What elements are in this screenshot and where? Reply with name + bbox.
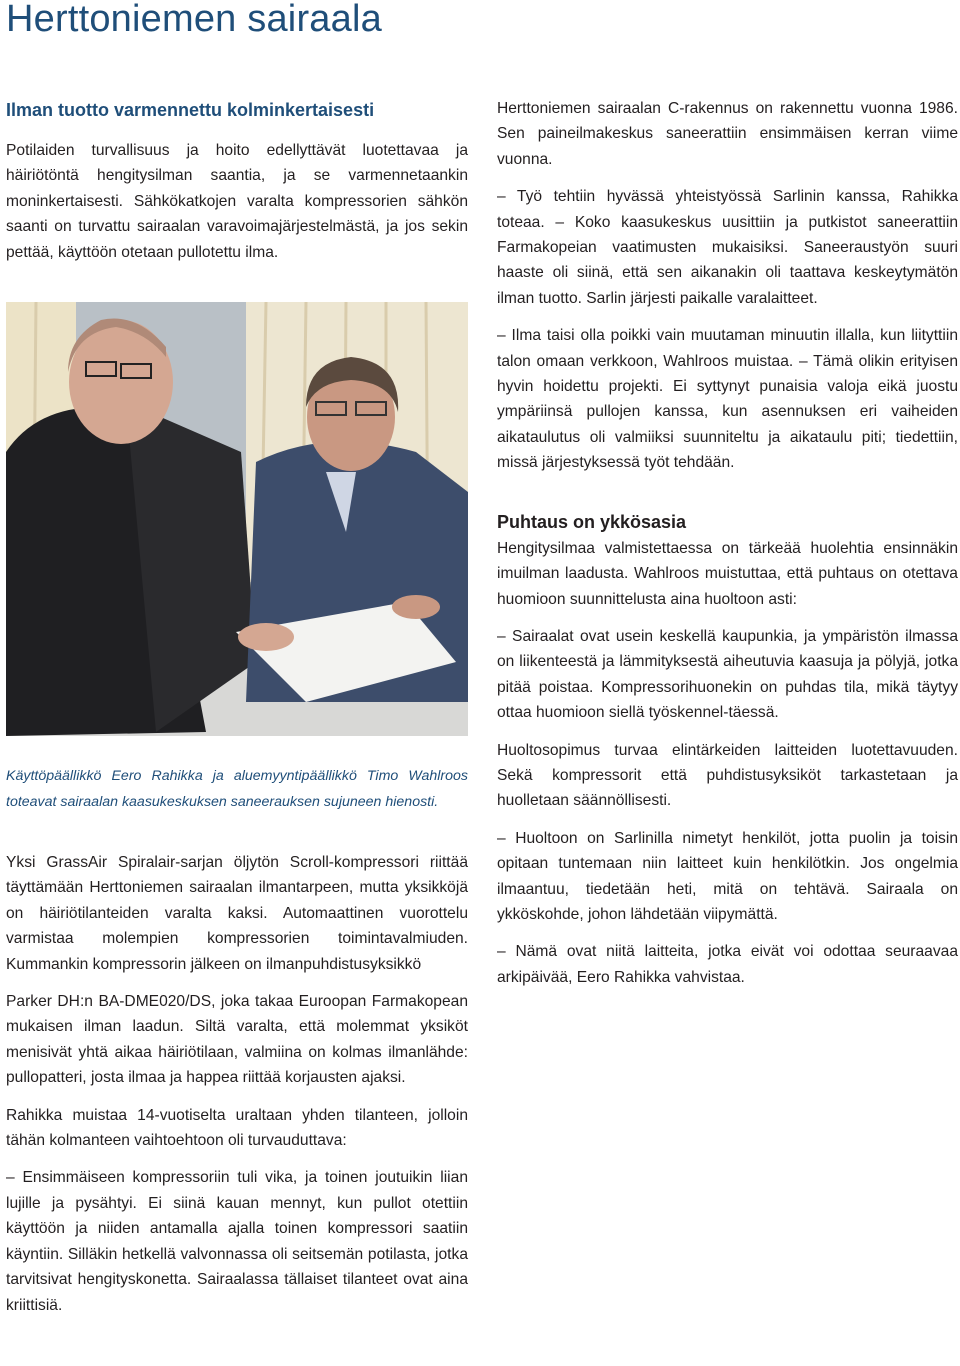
right-column [497,96,958,1002]
left-column-bottom [6,850,468,1330]
paragraph: Yksi GrassAir Spiralair-sarjan öljytön Scroll-kompressori riittää täyttämään Herttoniemen sairaalan ilmantarpeen, mutta yksikköjä on häiriötilanteiden varalta kaksi. Automaattinen vuorottelu varmistaa molempien kompressorien toimintavalmiuden. Kummankin kompressorin jälkeen on ilmanpuhdistusyksikkö [6,854,468,973]
paragraph: – Ensimmäiseen kompressoriin tuli vika, ja toinen joutuikin liian lujille ja pysähtyi. Ei siinä kauan mennyt, kun pullot otettiin käyttöön ja niiden antamalla ajalla toinen kompressori saatiin käyntiin. Silläkin hetkellä valvonnassa oli seitsemän potilasta, jotka tarvitsivat hengityskonetta. Sairaalassa tällaiset tilanteet ovat aina kriittisiä. [6,1169,468,1314]
page-title: Herttoniemen sairaala [6,0,382,40]
paragraph: – Huoltoon on Sarlinilla nimetyt henkilöt, jotta puolin ja toisin opitaan tuntemaan niin laitteet kuin henkilötkin. Jos ongelmia ilmaantuu, tiedetään heti, mitä on tehtävä. Sairaala on ykköskohde, johon lähdetään viipymättä. [497,829,958,923]
photo-caption: Käyttöpäällikkö Eero Rahikka ja aluemyyntipäällikkö Timo Wahlroos toteavat sairaalan kaasukeskuksen saneerauksen sujuneen hienosti. [6,768,468,810]
paragraph: Parker DH:n BA-DME020/DS, joka takaa Euroopan Farmakopean mukaisen ilman laadun. Siltä varalta, että molemmat yksiköt menisivät yhtä aikaa häiriötilaan, valmiina on kolmas ilmanlähde: pullopatteri, josta ilmaa ja happea riittää korjausten ajaksi. [6,993,468,1087]
paragraph: – Työ tehtiin hyvässä yhteistyössä Sarlinin kanssa, Rahikka toteaa. – Koko kaasukeskus uusittiin ja putkistot saneerattiin Farmakopeian vaatimusten mukaisiksi. Saneeraustyön suuri haaste oli siinä, että sen aikanakin oli taattava keskeytymätön ilman tuotto. Sarlin järjesti paikalle varalaitteet. [497,188,958,307]
paragraph: – Sairaalat ovat usein keskellä kaupunkia, ja ympäristön ilmassa on liikenteestä ja lämmityksestä aiheutuvia kaasuja ja pölyjä, jotka pitää poistaa. Kompressorihuonekin on puhdas tila, mikä täytyy ottaa huomioon siellä työskennel-täessä. [497,627,958,722]
paragraph: Huoltosopimus turvaa elintärkeiden laitteiden luotettavuuden. Sekä kompressorit että puhdistusyksiköt tarkastetaan ja huolletaan säännöllisesti. [497,741,958,810]
intro-paragraph: Potilaiden turvallisuus ja hoito edellyttävät luotettavaa ja häiriötöntä hengitysilman saantia, ja se varmennetaankin moninkertaisesti. Sähkökatkojen varalta kompressorien sähkön saanti on turvattu sairaalan varavoimajärjestelmästä, ja jos sekin pettää, käyttöön otetaan pullotettu ilma. [6,142,468,261]
section-heading-2: Puhtaus on ykkösasia [497,511,687,532]
left-column-top [6,96,468,277]
paragraph: Herttoniemen sairaalan C-rakennus on rakennettu vuonna 1986. Sen paineilmakeskus saneerattiin ensimmäisen kerran viime vuonna. [497,100,958,168]
paragraph: Rahikka muistaa 14-vuotiselta uraltaan yhden tilanteen, jolloin tähän kolmanteen vaihtoehtoon oli turvauduttava: [6,1106,468,1150]
photo [6,302,468,736]
paragraph: Hengitysilmaa valmistettaessa on tärkeää huolehtia ensinnäkin imuilman laadusta. Wahlroos muistuttaa, että puhtaus on otettava huomioon suunnittelusta aina huoltoon asti: [497,539,958,608]
paragraph: – Nämä ovat niitä laitteita, jotka eivät voi odottaa seuraavaa arkipäivää, Eero Rahikka vahvistaa. [497,943,958,986]
section-heading: Ilman tuotto varmennettu kolminkertaisesti [6,100,375,120]
paragraph: – Ilma taisi olla poikki vain muutaman minuutin illalla, kun liityttiin talon omaan verkkoon, Wahlroos muistaa. – Tämä olikin erityisen hyvin hoidettu projekti. Ei syttynyt punaisia valoja eikä juostu ympäriinsä pullojen kanssa, kun asennuksen eri vaiheiden aikataulutus oli valmiiksi suunniteltu ja aikataulu piti; tiedettiin, missä järjestyksessä työt tehdään. [497,327,958,472]
